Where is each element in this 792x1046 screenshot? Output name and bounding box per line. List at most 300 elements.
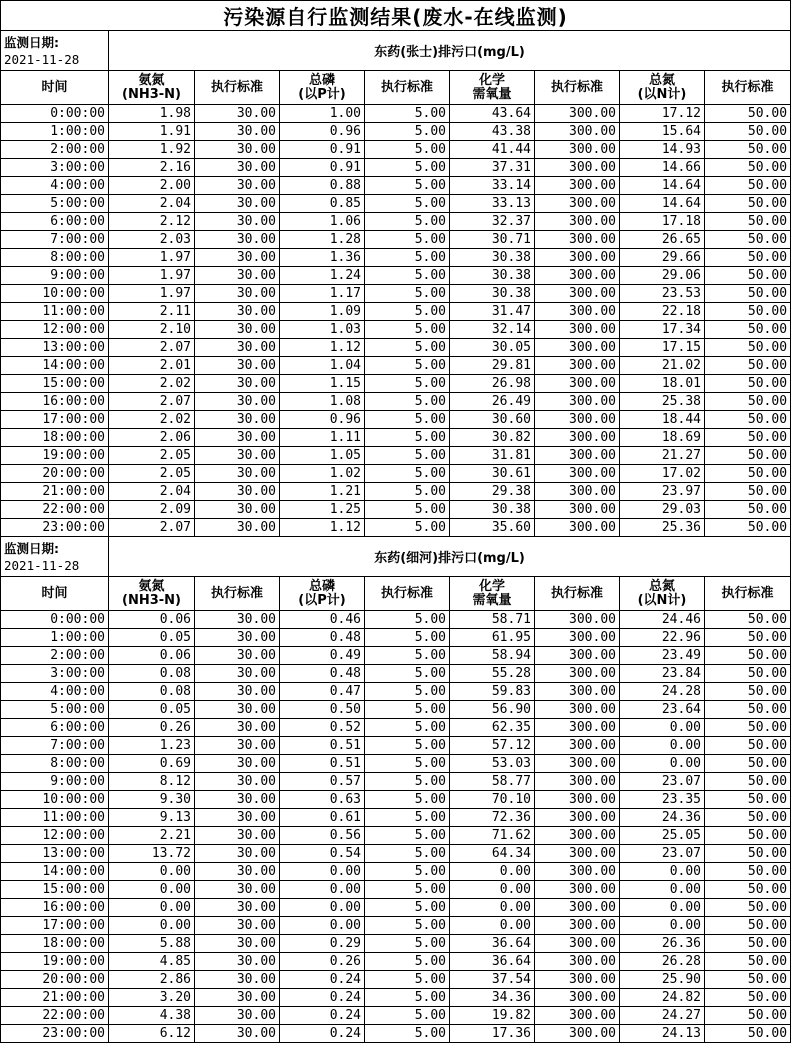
value-cell: 32.14 [450,321,535,339]
header-standard [535,577,620,611]
value-cell: 30.00 [195,321,280,339]
value-cell: 0.00 [620,917,705,935]
value-cell: 1.08 [280,393,365,411]
value-cell: 300.00 [535,881,620,899]
table-row [1,953,791,971]
value-cell: 30.38 [450,285,535,303]
time-cell: 8:00:00 [1,249,109,267]
value-cell: 300.00 [535,1025,620,1043]
value-cell: 300.00 [535,701,620,719]
header-standard-line: 执行标准 [550,79,603,95]
value-cell: 1.97 [109,249,195,267]
value-cell: 50.00 [705,791,791,809]
value-cell: 300.00 [535,195,620,213]
value-cell: 5.00 [365,357,450,375]
time-cell: 2:00:00 [1,141,109,159]
value-cell: 300.00 [535,935,620,953]
table-row [1,483,791,501]
value-cell: 50.00 [705,429,791,447]
value-cell: 31.47 [450,303,535,321]
value-cell: 18.69 [620,429,705,447]
value-cell: 30.00 [195,375,280,393]
value-cell: 30.82 [450,429,535,447]
value-cell: 0.61 [280,809,365,827]
value-cell: 5.00 [365,935,450,953]
time-cell: 1:00:00 [1,123,109,141]
value-cell: 0.48 [280,629,365,647]
time-cell: 9:00:00 [1,773,109,791]
value-cell: 2.06 [109,429,195,447]
value-cell: 25.38 [620,393,705,411]
value-cell: 30.00 [195,773,280,791]
value-cell: 300.00 [535,411,620,429]
header-nitrogen [620,71,705,105]
value-cell: 23.64 [620,701,705,719]
value-cell: 1.97 [109,267,195,285]
table-row [1,1025,791,1043]
value-cell: 1.25 [280,501,365,519]
value-cell: 30.00 [195,285,280,303]
value-cell: 13.72 [109,845,195,863]
table-row [1,863,791,881]
value-cell: 17.12 [620,105,705,123]
value-cell: 30.00 [195,105,280,123]
value-cell: 0.00 [620,881,705,899]
value-cell: 0.29 [280,935,365,953]
value-cell: 300.00 [535,719,620,737]
value-cell: 2.02 [109,375,195,393]
value-cell: 21.02 [620,357,705,375]
date-value: 2021-11-28 [4,51,80,67]
monitoring-date-cell [1,537,109,577]
value-cell: 26.98 [450,375,535,393]
value-cell: 25.05 [620,827,705,845]
value-cell: 1.06 [280,213,365,231]
value-cell: 50.00 [705,393,791,411]
value-cell: 300.00 [535,917,620,935]
table-row [1,791,791,809]
value-cell: 5.00 [365,809,450,827]
value-cell: 0.96 [280,123,365,141]
value-cell: 0.00 [620,755,705,773]
value-cell: 36.64 [450,953,535,971]
value-cell: 30.05 [450,339,535,357]
value-cell: 41.44 [450,141,535,159]
value-cell: 2.03 [109,231,195,249]
value-cell: 1.05 [280,447,365,465]
value-cell: 30.00 [195,881,280,899]
value-cell: 50.00 [705,411,791,429]
value-cell: 58.71 [450,611,535,629]
value-cell: 50.00 [705,989,791,1007]
table-row [1,755,791,773]
value-cell: 30.00 [195,611,280,629]
value-cell: 0.08 [109,665,195,683]
value-cell: 1.12 [280,339,365,357]
value-cell: 70.10 [450,791,535,809]
value-cell: 30.00 [195,953,280,971]
table-row [1,195,791,213]
table-row [1,719,791,737]
value-cell: 300.00 [535,809,620,827]
value-cell: 5.00 [365,755,450,773]
table-row [1,501,791,519]
value-cell: 1.23 [109,737,195,755]
value-cell: 30.00 [195,159,280,177]
value-cell: 1.36 [280,249,365,267]
value-cell: 19.82 [450,1007,535,1025]
value-cell: 9.13 [109,809,195,827]
value-cell: 0.63 [280,791,365,809]
date-value: 2021-11-28 [4,557,80,573]
header-time-line: 时间 [41,79,68,95]
value-cell: 300.00 [535,123,620,141]
time-cell: 22:00:00 [1,501,109,519]
value-cell: 0.26 [109,719,195,737]
value-cell: 4.38 [109,1007,195,1025]
value-cell: 5.00 [365,339,450,357]
value-cell: 1.02 [280,465,365,483]
header-nitrogen-line: (以N计) [637,592,687,608]
value-cell: 0.00 [280,899,365,917]
value-cell: 50.00 [705,339,791,357]
value-cell: 53.03 [450,755,535,773]
table-row [1,177,791,195]
value-cell: 30.00 [195,429,280,447]
value-cell: 50.00 [705,465,791,483]
time-cell: 21:00:00 [1,483,109,501]
value-cell: 5.00 [365,1025,450,1043]
value-cell: 50.00 [705,285,791,303]
page-title: 污染源自行监测结果(废水-在线监测) [1,1,791,31]
value-cell: 2.00 [109,177,195,195]
table-row [1,827,791,845]
value-cell: 2.01 [109,357,195,375]
value-cell: 30.00 [195,701,280,719]
value-cell: 30.00 [195,303,280,321]
table-row [1,809,791,827]
time-cell: 4:00:00 [1,177,109,195]
value-cell: 5.00 [365,773,450,791]
time-cell: 1:00:00 [1,629,109,647]
time-cell: 17:00:00 [1,411,109,429]
value-cell: 300.00 [535,629,620,647]
table-row [1,881,791,899]
date-label: 监测日期: [4,540,59,556]
value-cell: 5.00 [365,465,450,483]
value-cell: 30.00 [195,665,280,683]
value-cell: 2.10 [109,321,195,339]
value-cell: 300.00 [535,393,620,411]
value-cell: 0.57 [280,773,365,791]
table-row [1,393,791,411]
time-cell: 20:00:00 [1,465,109,483]
table-row [1,971,791,989]
value-cell: 2.07 [109,339,195,357]
value-cell: 2.02 [109,411,195,429]
table-row [1,989,791,1007]
value-cell: 37.54 [450,971,535,989]
value-cell: 300.00 [535,755,620,773]
table-row [1,465,791,483]
value-cell: 0.00 [109,881,195,899]
header-standard-line: 执行标准 [721,585,774,601]
table-row [1,357,791,375]
value-cell: 26.28 [620,953,705,971]
value-cell: 30.00 [195,141,280,159]
value-cell: 2.04 [109,195,195,213]
time-cell: 6:00:00 [1,719,109,737]
value-cell: 300.00 [535,737,620,755]
value-cell: 23.07 [620,773,705,791]
value-cell: 0.96 [280,411,365,429]
value-cell: 0.06 [109,647,195,665]
value-cell: 300.00 [535,665,620,683]
value-cell: 0.88 [280,177,365,195]
value-cell: 30.00 [195,809,280,827]
value-cell: 300.00 [535,501,620,519]
header-ammonia-line: (NH3-N) [122,86,181,102]
value-cell: 300.00 [535,989,620,1007]
value-cell: 0.00 [109,917,195,935]
value-cell: 300.00 [535,465,620,483]
value-cell: 0.00 [280,917,365,935]
table-body [1,1,791,1043]
header-ammonia-line: 氨氮 [138,72,165,88]
value-cell: 5.00 [365,447,450,465]
value-cell: 50.00 [705,303,791,321]
value-cell: 0.24 [280,1025,365,1043]
value-cell: 50.00 [705,231,791,249]
value-cell: 30.00 [195,683,280,701]
header-cod-line: 化学 [478,578,505,594]
value-cell: 5.00 [365,177,450,195]
value-cell: 5.00 [365,611,450,629]
value-cell: 50.00 [705,935,791,953]
value-cell: 1.03 [280,321,365,339]
value-cell: 30.00 [195,845,280,863]
time-cell: 16:00:00 [1,899,109,917]
value-cell: 50.00 [705,159,791,177]
value-cell: 5.00 [365,123,450,141]
value-cell: 30.00 [195,863,280,881]
value-cell: 50.00 [705,917,791,935]
value-cell: 62.35 [450,719,535,737]
section-header-row [1,31,791,71]
value-cell: 30.71 [450,231,535,249]
value-cell: 0.52 [280,719,365,737]
header-standard-line: 执行标准 [210,79,263,95]
value-cell: 30.00 [195,393,280,411]
value-cell: 23.53 [620,285,705,303]
value-cell: 0.24 [280,1007,365,1025]
header-cod-line: 化学 [478,72,505,88]
value-cell: 5.00 [365,719,450,737]
value-cell: 50.00 [705,375,791,393]
value-cell: 30.00 [195,519,280,537]
time-cell: 5:00:00 [1,195,109,213]
value-cell: 0.05 [109,629,195,647]
time-cell: 14:00:00 [1,357,109,375]
value-cell: 30.00 [195,483,280,501]
value-cell: 17.18 [620,213,705,231]
value-cell: 14.64 [620,177,705,195]
table-row [1,339,791,357]
value-cell: 5.00 [365,267,450,285]
time-cell: 7:00:00 [1,231,109,249]
header-standard-line: 执行标准 [380,585,433,601]
value-cell: 1.15 [280,375,365,393]
table-row [1,141,791,159]
value-cell: 23.49 [620,647,705,665]
table-row [1,773,791,791]
monitoring-date-cell [1,31,109,71]
value-cell: 50.00 [705,1007,791,1025]
value-cell: 50.00 [705,755,791,773]
value-cell: 1.12 [280,519,365,537]
value-cell: 50.00 [705,195,791,213]
value-cell: 5.00 [365,195,450,213]
value-cell: 0.54 [280,845,365,863]
table-row [1,285,791,303]
header-cod-line: 需氧量 [472,86,512,102]
value-cell: 0.05 [109,701,195,719]
value-cell: 0.00 [450,899,535,917]
value-cell: 25.36 [620,519,705,537]
value-cell: 30.00 [195,447,280,465]
value-cell: 50.00 [705,611,791,629]
value-cell: 17.15 [620,339,705,357]
outlet-title: 东药(张士)排污口(mg/L) [109,31,791,71]
header-cod-line: 需氧量 [472,592,512,608]
value-cell: 2.11 [109,303,195,321]
value-cell: 5.00 [365,393,450,411]
time-cell: 12:00:00 [1,321,109,339]
value-cell: 50.00 [705,447,791,465]
value-cell: 50.00 [705,683,791,701]
value-cell: 0.00 [620,737,705,755]
outlet-title: 东药(细河)排污口(mg/L) [109,537,791,577]
value-cell: 30.00 [195,231,280,249]
value-cell: 5.00 [365,411,450,429]
header-standard-line: 执行标准 [721,79,774,95]
value-cell: 30.38 [450,249,535,267]
value-cell: 50.00 [705,321,791,339]
value-cell: 5.88 [109,935,195,953]
value-cell: 300.00 [535,285,620,303]
value-cell: 35.60 [450,519,535,537]
value-cell: 6.12 [109,1025,195,1043]
time-cell: 23:00:00 [1,519,109,537]
time-cell: 18:00:00 [1,935,109,953]
value-cell: 0.06 [109,611,195,629]
value-cell: 21.27 [620,447,705,465]
value-cell: 5.00 [365,231,450,249]
column-header-row [1,577,791,611]
value-cell: 300.00 [535,519,620,537]
value-cell: 300.00 [535,899,620,917]
value-cell: 1.04 [280,357,365,375]
table-row [1,411,791,429]
time-cell: 8:00:00 [1,755,109,773]
value-cell: 30.61 [450,465,535,483]
column-header-row [1,71,791,105]
value-cell: 72.36 [450,809,535,827]
value-cell: 0.51 [280,755,365,773]
value-cell: 5.00 [365,863,450,881]
section-header-row [1,537,791,577]
time-cell: 17:00:00 [1,917,109,935]
value-cell: 300.00 [535,213,620,231]
value-cell: 5.00 [365,683,450,701]
header-cod [450,577,535,611]
value-cell: 300.00 [535,773,620,791]
value-cell: 0.00 [280,863,365,881]
value-cell: 22.18 [620,303,705,321]
value-cell: 0.08 [109,683,195,701]
value-cell: 30.38 [450,501,535,519]
time-cell: 18:00:00 [1,429,109,447]
value-cell: 300.00 [535,483,620,501]
value-cell: 30.00 [195,935,280,953]
value-cell: 1.24 [280,267,365,285]
value-cell: 2.21 [109,827,195,845]
table-row [1,629,791,647]
table-row [1,737,791,755]
value-cell: 0.00 [450,881,535,899]
value-cell: 5.00 [365,917,450,935]
value-cell: 18.01 [620,375,705,393]
value-cell: 30.00 [195,647,280,665]
header-standard-line: 执行标准 [550,585,603,601]
header-nitrogen-line: (以N计) [637,86,687,102]
value-cell: 32.37 [450,213,535,231]
value-cell: 15.64 [620,123,705,141]
value-cell: 29.66 [620,249,705,267]
value-cell: 30.00 [195,971,280,989]
value-cell: 5.00 [365,501,450,519]
value-cell: 300.00 [535,177,620,195]
value-cell: 300.00 [535,141,620,159]
time-cell: 19:00:00 [1,953,109,971]
value-cell: 0.24 [280,971,365,989]
value-cell: 22.96 [620,629,705,647]
value-cell: 34.36 [450,989,535,1007]
value-cell: 5.00 [365,665,450,683]
value-cell: 50.00 [705,863,791,881]
value-cell: 0.47 [280,683,365,701]
value-cell: 30.00 [195,123,280,141]
table-row [1,519,791,537]
value-cell: 50.00 [705,105,791,123]
value-cell: 26.49 [450,393,535,411]
value-cell: 64.34 [450,845,535,863]
value-cell: 300.00 [535,231,620,249]
date-label: 监测日期: [4,34,59,50]
table-row [1,105,791,123]
value-cell: 9.30 [109,791,195,809]
value-cell: 37.31 [450,159,535,177]
value-cell: 1.92 [109,141,195,159]
value-cell: 300.00 [535,1007,620,1025]
header-standard [365,577,450,611]
value-cell: 23.84 [620,665,705,683]
value-cell: 30.00 [195,917,280,935]
value-cell: 31.81 [450,447,535,465]
time-cell: 9:00:00 [1,267,109,285]
value-cell: 5.00 [365,989,450,1007]
header-time [1,577,109,611]
